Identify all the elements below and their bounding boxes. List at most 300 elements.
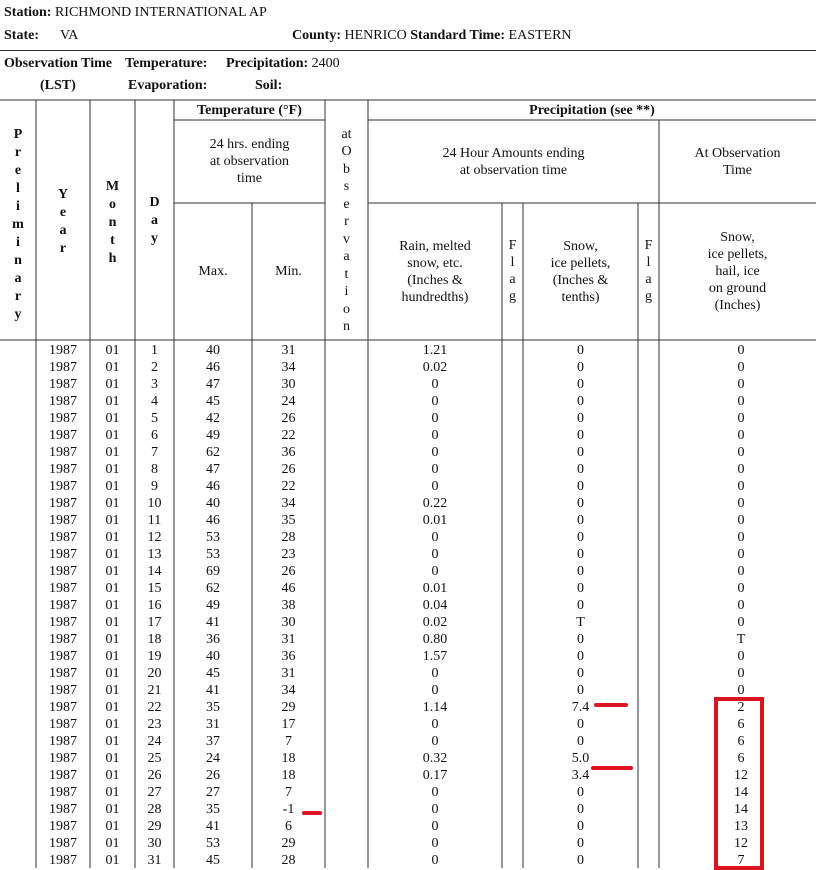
- header-letter: a: [14, 271, 22, 286]
- snow-cell: 0: [577, 819, 584, 834]
- highlight-mark-snow-25: [591, 766, 633, 770]
- header-letter: g: [645, 289, 652, 304]
- header-letter: n: [343, 319, 350, 334]
- year-cell: 1987: [49, 683, 77, 698]
- highlight-mark-min-28: [302, 811, 322, 815]
- day-cell: 13: [147, 547, 162, 562]
- snow-cell: 0: [577, 394, 584, 409]
- month-cell: 01: [105, 428, 120, 443]
- snow-ground-cell: 0: [737, 496, 745, 511]
- day-cell: 7: [151, 445, 158, 460]
- year-cell: 1987: [49, 462, 77, 477]
- header-line: (Inches): [714, 298, 761, 313]
- month-cell: 01: [105, 802, 120, 817]
- header-letter: i: [344, 284, 349, 299]
- header-letter: M: [105, 179, 120, 194]
- header-line: 24 hrs. ending: [209, 137, 290, 152]
- max-cell: 47: [206, 377, 220, 392]
- soil-label: Soil:: [255, 78, 283, 93]
- rain-cell: 0: [431, 479, 439, 494]
- rain-cell: 0.01: [422, 581, 448, 596]
- day-cell: 10: [147, 496, 162, 511]
- max-cell: 69: [206, 564, 220, 579]
- year-cell: 1987: [49, 428, 77, 443]
- header-letter: m: [12, 217, 24, 232]
- max-cell: 53: [206, 547, 220, 562]
- snow-cell: 0: [577, 513, 584, 528]
- snow-ground-cell: 0: [737, 547, 745, 562]
- snow-on-ground-header: [659, 229, 816, 314]
- header-letter: a: [509, 272, 516, 287]
- header-letter: r: [344, 214, 349, 229]
- snow-cell: 0: [577, 785, 584, 800]
- max-cell: 53: [206, 836, 220, 851]
- header-letter: F: [508, 238, 517, 253]
- header-line: tenths): [561, 290, 600, 305]
- snow-ground-cell: 7: [737, 853, 745, 868]
- day-cell: 22: [147, 700, 162, 715]
- header-letter: O: [341, 144, 352, 159]
- month-cell: 01: [105, 836, 120, 851]
- max-cell: 35: [206, 802, 220, 817]
- max-header: Max.: [198, 264, 228, 279]
- month-cell: 01: [105, 751, 120, 766]
- rain-cell: 0.02: [422, 360, 448, 375]
- snow-ground-cell: 0: [737, 581, 745, 596]
- day-header: [135, 194, 174, 248]
- min-cell: 29: [281, 836, 296, 851]
- snow-cell: 0: [577, 411, 584, 426]
- max-cell: 41: [206, 819, 220, 834]
- snow-flag-header: [638, 237, 659, 305]
- snow-cell: 0: [577, 445, 584, 460]
- snow-cell: 0: [577, 802, 584, 817]
- snow-ground-cell: 2: [737, 700, 745, 715]
- header-letter: l: [510, 255, 515, 270]
- month-cell: 01: [105, 496, 120, 511]
- month-cell: 01: [105, 683, 120, 698]
- precipitation-label: Precipitation:: [226, 56, 309, 71]
- header-line: Snow,: [720, 230, 755, 245]
- year-cell: 1987: [49, 564, 77, 579]
- max-cell: 46: [206, 513, 220, 528]
- day-cell: 27: [147, 785, 162, 800]
- snow-ground-cell: 0: [737, 428, 745, 443]
- day-cell: 19: [147, 649, 162, 664]
- precipitation-group-header: Precipitation (see **): [529, 103, 655, 118]
- month-cell: 01: [105, 734, 120, 749]
- snow-ground-cell: 0: [737, 649, 745, 664]
- max-cell: 41: [206, 615, 220, 630]
- header-letter: e: [343, 196, 350, 212]
- preliminary-header: [0, 126, 36, 324]
- rain-cell: 0.04: [422, 598, 448, 613]
- snow-ground-cell: 14: [734, 802, 748, 817]
- header-letter: y: [151, 231, 158, 246]
- month-cell: 01: [105, 564, 120, 579]
- min-cell: 28: [281, 530, 296, 545]
- header-line: hail, ice: [715, 264, 760, 279]
- month-cell: 01: [105, 445, 120, 460]
- min-cell: 7: [285, 734, 292, 749]
- min-cell: 38: [281, 598, 296, 613]
- header-letter: i: [16, 235, 20, 250]
- snow-ground-cell: 0: [737, 462, 745, 477]
- day-cell: 5: [151, 411, 158, 426]
- min-cell: 18: [281, 751, 296, 766]
- snow-cell: 0: [577, 853, 584, 868]
- max-cell: 31: [206, 717, 220, 732]
- rain-cell: 0: [431, 530, 439, 545]
- day-cell: 14: [147, 564, 162, 579]
- rain-cell: 0: [431, 785, 439, 800]
- max-cell: 46: [206, 479, 220, 494]
- year-cell: 1987: [49, 649, 77, 664]
- max-cell: 49: [206, 598, 220, 613]
- snow-cell: 0: [577, 717, 584, 732]
- min-cell: 7: [285, 785, 292, 800]
- temp-24hr-header: [174, 136, 325, 187]
- header-letter: i: [16, 199, 20, 214]
- snow-cell: 0: [577, 836, 584, 851]
- year-cell: 1987: [49, 785, 77, 800]
- snow-ground-cell: 0: [737, 615, 745, 630]
- month-cell: 01: [105, 700, 120, 715]
- year-cell: 1987: [49, 802, 77, 817]
- rain-cell: 0: [431, 819, 439, 834]
- max-cell: 24: [206, 751, 220, 766]
- snow-ground-cell: T: [736, 632, 746, 647]
- header-letter: v: [343, 231, 350, 247]
- header-line: Rain, melted: [399, 239, 471, 254]
- day-cell: 6: [151, 428, 158, 443]
- max-cell: 45: [206, 394, 220, 409]
- rain-cell: 0: [431, 394, 439, 409]
- rain-cell: 0.01: [422, 513, 448, 528]
- snow-ground-cell: 0: [737, 564, 745, 579]
- snow-cell: 5.0: [571, 751, 590, 766]
- day-cell: 9: [151, 479, 158, 494]
- snow-ground-cell: 0: [737, 513, 745, 528]
- snow-cell: 0: [577, 462, 584, 477]
- header-letter: a: [343, 249, 350, 264]
- snow-cell: 0: [577, 598, 584, 613]
- snow-cell: 0: [577, 377, 584, 392]
- max-cell: 35: [206, 700, 220, 715]
- min-cell: 29: [281, 700, 296, 715]
- month-cell: 01: [105, 632, 120, 647]
- snow-cell: 0: [577, 666, 584, 681]
- day-cell: 12: [147, 530, 162, 545]
- snow-cell: 0: [577, 547, 584, 562]
- station-label: Station:: [4, 5, 52, 20]
- header-line: snow, etc.: [407, 256, 463, 271]
- observation-time-label: Observation Time: [4, 56, 112, 71]
- min-cell: 24: [281, 394, 296, 409]
- year-cell: 1987: [49, 530, 77, 545]
- min-cell: 6: [285, 819, 292, 834]
- max-cell: 46: [206, 360, 220, 375]
- header-letter: b: [343, 161, 350, 177]
- year-cell: 1987: [49, 615, 77, 630]
- rain-cell: 0: [431, 547, 439, 562]
- year-cell: 1987: [49, 853, 77, 868]
- year-cell: 1987: [49, 819, 77, 834]
- day-cell: 23: [147, 717, 162, 732]
- month-header: [90, 178, 135, 268]
- min-cell: 46: [281, 581, 296, 596]
- month-cell: 01: [105, 547, 120, 562]
- county-label: County:: [292, 28, 342, 43]
- header-letter: Y: [57, 187, 69, 202]
- month-cell: 01: [105, 513, 120, 528]
- year-cell: 1987: [49, 632, 77, 647]
- year-cell: 1987: [49, 479, 77, 494]
- header-line: on ground: [708, 281, 767, 296]
- header-line: 24 Hour Amounts ending: [442, 146, 585, 161]
- rain-cell: 0: [431, 462, 439, 477]
- evaporation-label: Evaporation:: [128, 78, 208, 93]
- min-cell: 31: [281, 666, 296, 681]
- rain-cell: 0.02: [422, 615, 448, 630]
- rain-cell: 0: [431, 853, 439, 868]
- day-cell: 4: [151, 394, 158, 409]
- snow-ground-cell: 0: [737, 683, 745, 698]
- snow-ground-cell: 0: [737, 394, 745, 409]
- min-cell: 23: [281, 547, 296, 562]
- max-cell: 40: [206, 649, 220, 664]
- month-cell: 01: [105, 394, 120, 409]
- day-cell: 31: [147, 853, 162, 868]
- standard-time-label: Standard Time:: [410, 28, 506, 43]
- header-line: At Observation: [694, 146, 781, 161]
- header-letter: n: [14, 253, 22, 268]
- max-cell: 49: [206, 428, 220, 443]
- snow-ground-cell: 0: [737, 530, 745, 545]
- temperature-group-header: Temperature (°F): [197, 103, 302, 118]
- month-cell: 01: [105, 343, 120, 358]
- rain-cell: 0: [431, 564, 439, 579]
- header-letter: e: [59, 205, 67, 220]
- snow-ground-cell: 13: [734, 819, 748, 834]
- snow-ground-cell: 0: [737, 666, 745, 681]
- rain-cell: 0: [431, 377, 439, 392]
- month-cell: 01: [105, 530, 120, 545]
- snow-cell: 0: [577, 428, 584, 443]
- day-cell: 2: [151, 360, 158, 375]
- day-cell: 28: [147, 802, 162, 817]
- snow-cell: 7.4: [571, 700, 590, 715]
- at-observation-time-header: [659, 145, 816, 179]
- min-cell: 26: [281, 462, 296, 477]
- rain-flag-header: [502, 237, 523, 305]
- month-cell: 01: [105, 853, 120, 868]
- max-cell: 53: [206, 530, 220, 545]
- rain-cell: 0.22: [422, 496, 448, 511]
- year-cell: 1987: [49, 598, 77, 613]
- county-value: HENRICO: [344, 28, 407, 43]
- max-cell: 27: [206, 785, 220, 800]
- month-cell: 01: [105, 717, 120, 732]
- header-line: time: [237, 171, 262, 186]
- header-letter: r: [59, 241, 67, 256]
- day-cell: 24: [147, 734, 162, 749]
- header-line: ice pellets,: [550, 256, 611, 271]
- header-line: at observation: [210, 154, 289, 169]
- station-value: RICHMOND INTERNATIONAL AP: [54, 5, 267, 20]
- header-letter: F: [644, 238, 653, 253]
- rain-cell: 0: [431, 802, 439, 817]
- min-cell: 34: [281, 683, 296, 698]
- max-cell: 36: [206, 632, 220, 647]
- header-letter: t: [344, 266, 349, 282]
- min-cell: 36: [281, 445, 296, 460]
- min-cell: 31: [281, 632, 296, 647]
- year-cell: 1987: [49, 768, 77, 783]
- day-cell: 16: [147, 598, 162, 613]
- min-cell: 30: [281, 377, 296, 392]
- header-line: ice pellets,: [707, 247, 768, 262]
- min-cell: 36: [281, 649, 296, 664]
- min-cell: 22: [281, 479, 296, 494]
- snow-ground-cell: 0: [737, 479, 745, 494]
- month-cell: 01: [105, 411, 120, 426]
- snow-cell: 0: [577, 564, 584, 579]
- rain-cell: 0: [431, 428, 439, 443]
- at-obs-top: at: [341, 127, 352, 142]
- snow-cell: 0: [577, 649, 584, 664]
- day-cell: 17: [147, 615, 162, 630]
- precip-24hr-header: [368, 145, 659, 179]
- header-letter: D: [149, 195, 160, 210]
- month-cell: 01: [105, 479, 120, 494]
- month-cell: 01: [105, 666, 120, 681]
- month-cell: 01: [105, 581, 120, 596]
- rain-cell: 1.57: [422, 649, 448, 664]
- snow-cell: 0: [577, 632, 584, 647]
- snow-ground-cell: 0: [737, 598, 745, 613]
- header-letter: a: [59, 223, 67, 238]
- snow-ground-cell: 0: [737, 360, 745, 375]
- snow-ground-cell: 6: [737, 734, 745, 749]
- at-observation-vertical: [325, 143, 368, 336]
- max-cell: 26: [206, 768, 220, 783]
- snow-cell: 0: [577, 343, 584, 358]
- year-cell: 1987: [49, 581, 77, 596]
- rain-cell: 1.21: [422, 343, 448, 358]
- state-value: VA: [60, 28, 79, 43]
- year-cell: 1987: [49, 700, 77, 715]
- rain-cell: 0: [431, 666, 439, 681]
- snow-cell: 0: [577, 496, 584, 511]
- year-cell: 1987: [49, 394, 77, 409]
- header-letter: h: [108, 251, 117, 266]
- max-cell: 62: [206, 445, 220, 460]
- rain-header: [368, 238, 502, 306]
- min-cell: 30: [281, 615, 296, 630]
- year-cell: 1987: [49, 751, 77, 766]
- header-letter: o: [343, 301, 350, 317]
- rain-cell: 0: [431, 445, 439, 460]
- snow-cell: 0: [577, 530, 584, 545]
- max-cell: 47: [206, 462, 220, 477]
- header-letter: o: [109, 197, 116, 212]
- snow-header: [523, 238, 638, 306]
- day-cell: 1: [151, 343, 158, 358]
- min-cell: 22: [281, 428, 296, 443]
- day-cell: 30: [147, 836, 162, 851]
- header-letter: a: [151, 213, 158, 228]
- min-cell: 26: [281, 411, 296, 426]
- day-cell: 3: [151, 377, 158, 392]
- header-letter: l: [16, 181, 20, 196]
- snow-ground-cell: 12: [734, 836, 748, 851]
- header-letter: t: [110, 233, 115, 248]
- day-cell: 21: [147, 683, 162, 698]
- min-cell: 34: [281, 496, 296, 511]
- standard-time-value: EASTERN: [508, 28, 572, 43]
- header-letter: l: [646, 255, 651, 270]
- header-letter: a: [645, 272, 652, 287]
- rain-cell: 0: [431, 683, 439, 698]
- min-cell: 34: [281, 360, 296, 375]
- min-cell: 26: [281, 564, 296, 579]
- snow-cell: T: [576, 615, 585, 630]
- header-letter: r: [14, 289, 22, 304]
- year-cell: 1987: [49, 836, 77, 851]
- max-cell: 62: [206, 581, 220, 596]
- header-letter: y: [14, 307, 22, 322]
- min-cell: 31: [281, 343, 296, 358]
- snow-ground-cell: 12: [734, 768, 748, 783]
- year-cell: 1987: [49, 445, 77, 460]
- min-cell: -1: [282, 802, 295, 817]
- header-letter: s: [343, 179, 350, 194]
- header-line: hundredths): [401, 290, 469, 305]
- year-cell: 1987: [49, 666, 77, 681]
- highlight-box-snow-on-ground: [714, 697, 764, 870]
- day-cell: 11: [147, 513, 162, 528]
- min-cell: 18: [281, 768, 296, 783]
- header-line: (Inches &: [552, 273, 609, 288]
- min-cell: 35: [281, 513, 296, 528]
- max-cell: 45: [206, 666, 220, 681]
- snow-cell: 0: [577, 581, 584, 596]
- snow-ground-cell: 0: [737, 411, 745, 426]
- snow-cell: 3.4: [571, 768, 590, 783]
- month-cell: 01: [105, 598, 120, 613]
- precipitation-value: 2400: [311, 56, 340, 71]
- header-letter: P: [13, 127, 23, 142]
- snow-ground-cell: 0: [737, 343, 745, 358]
- year-cell: 1987: [49, 547, 77, 562]
- year-cell: 1987: [49, 513, 77, 528]
- month-cell: 01: [105, 649, 120, 664]
- header-letter: e: [14, 163, 22, 178]
- header-letter: g: [509, 289, 516, 304]
- snow-ground-cell: 14: [734, 785, 748, 800]
- year-cell: 1987: [49, 377, 77, 392]
- year-cell: 1987: [49, 734, 77, 749]
- header-line: (Inches &: [407, 273, 463, 288]
- rain-cell: 0: [431, 717, 439, 732]
- day-cell: 29: [147, 819, 162, 834]
- day-cell: 8: [151, 462, 158, 477]
- day-cell: 20: [147, 666, 162, 681]
- month-cell: 01: [105, 819, 120, 834]
- snow-cell: 0: [577, 479, 584, 494]
- snow-cell: 0: [577, 360, 584, 375]
